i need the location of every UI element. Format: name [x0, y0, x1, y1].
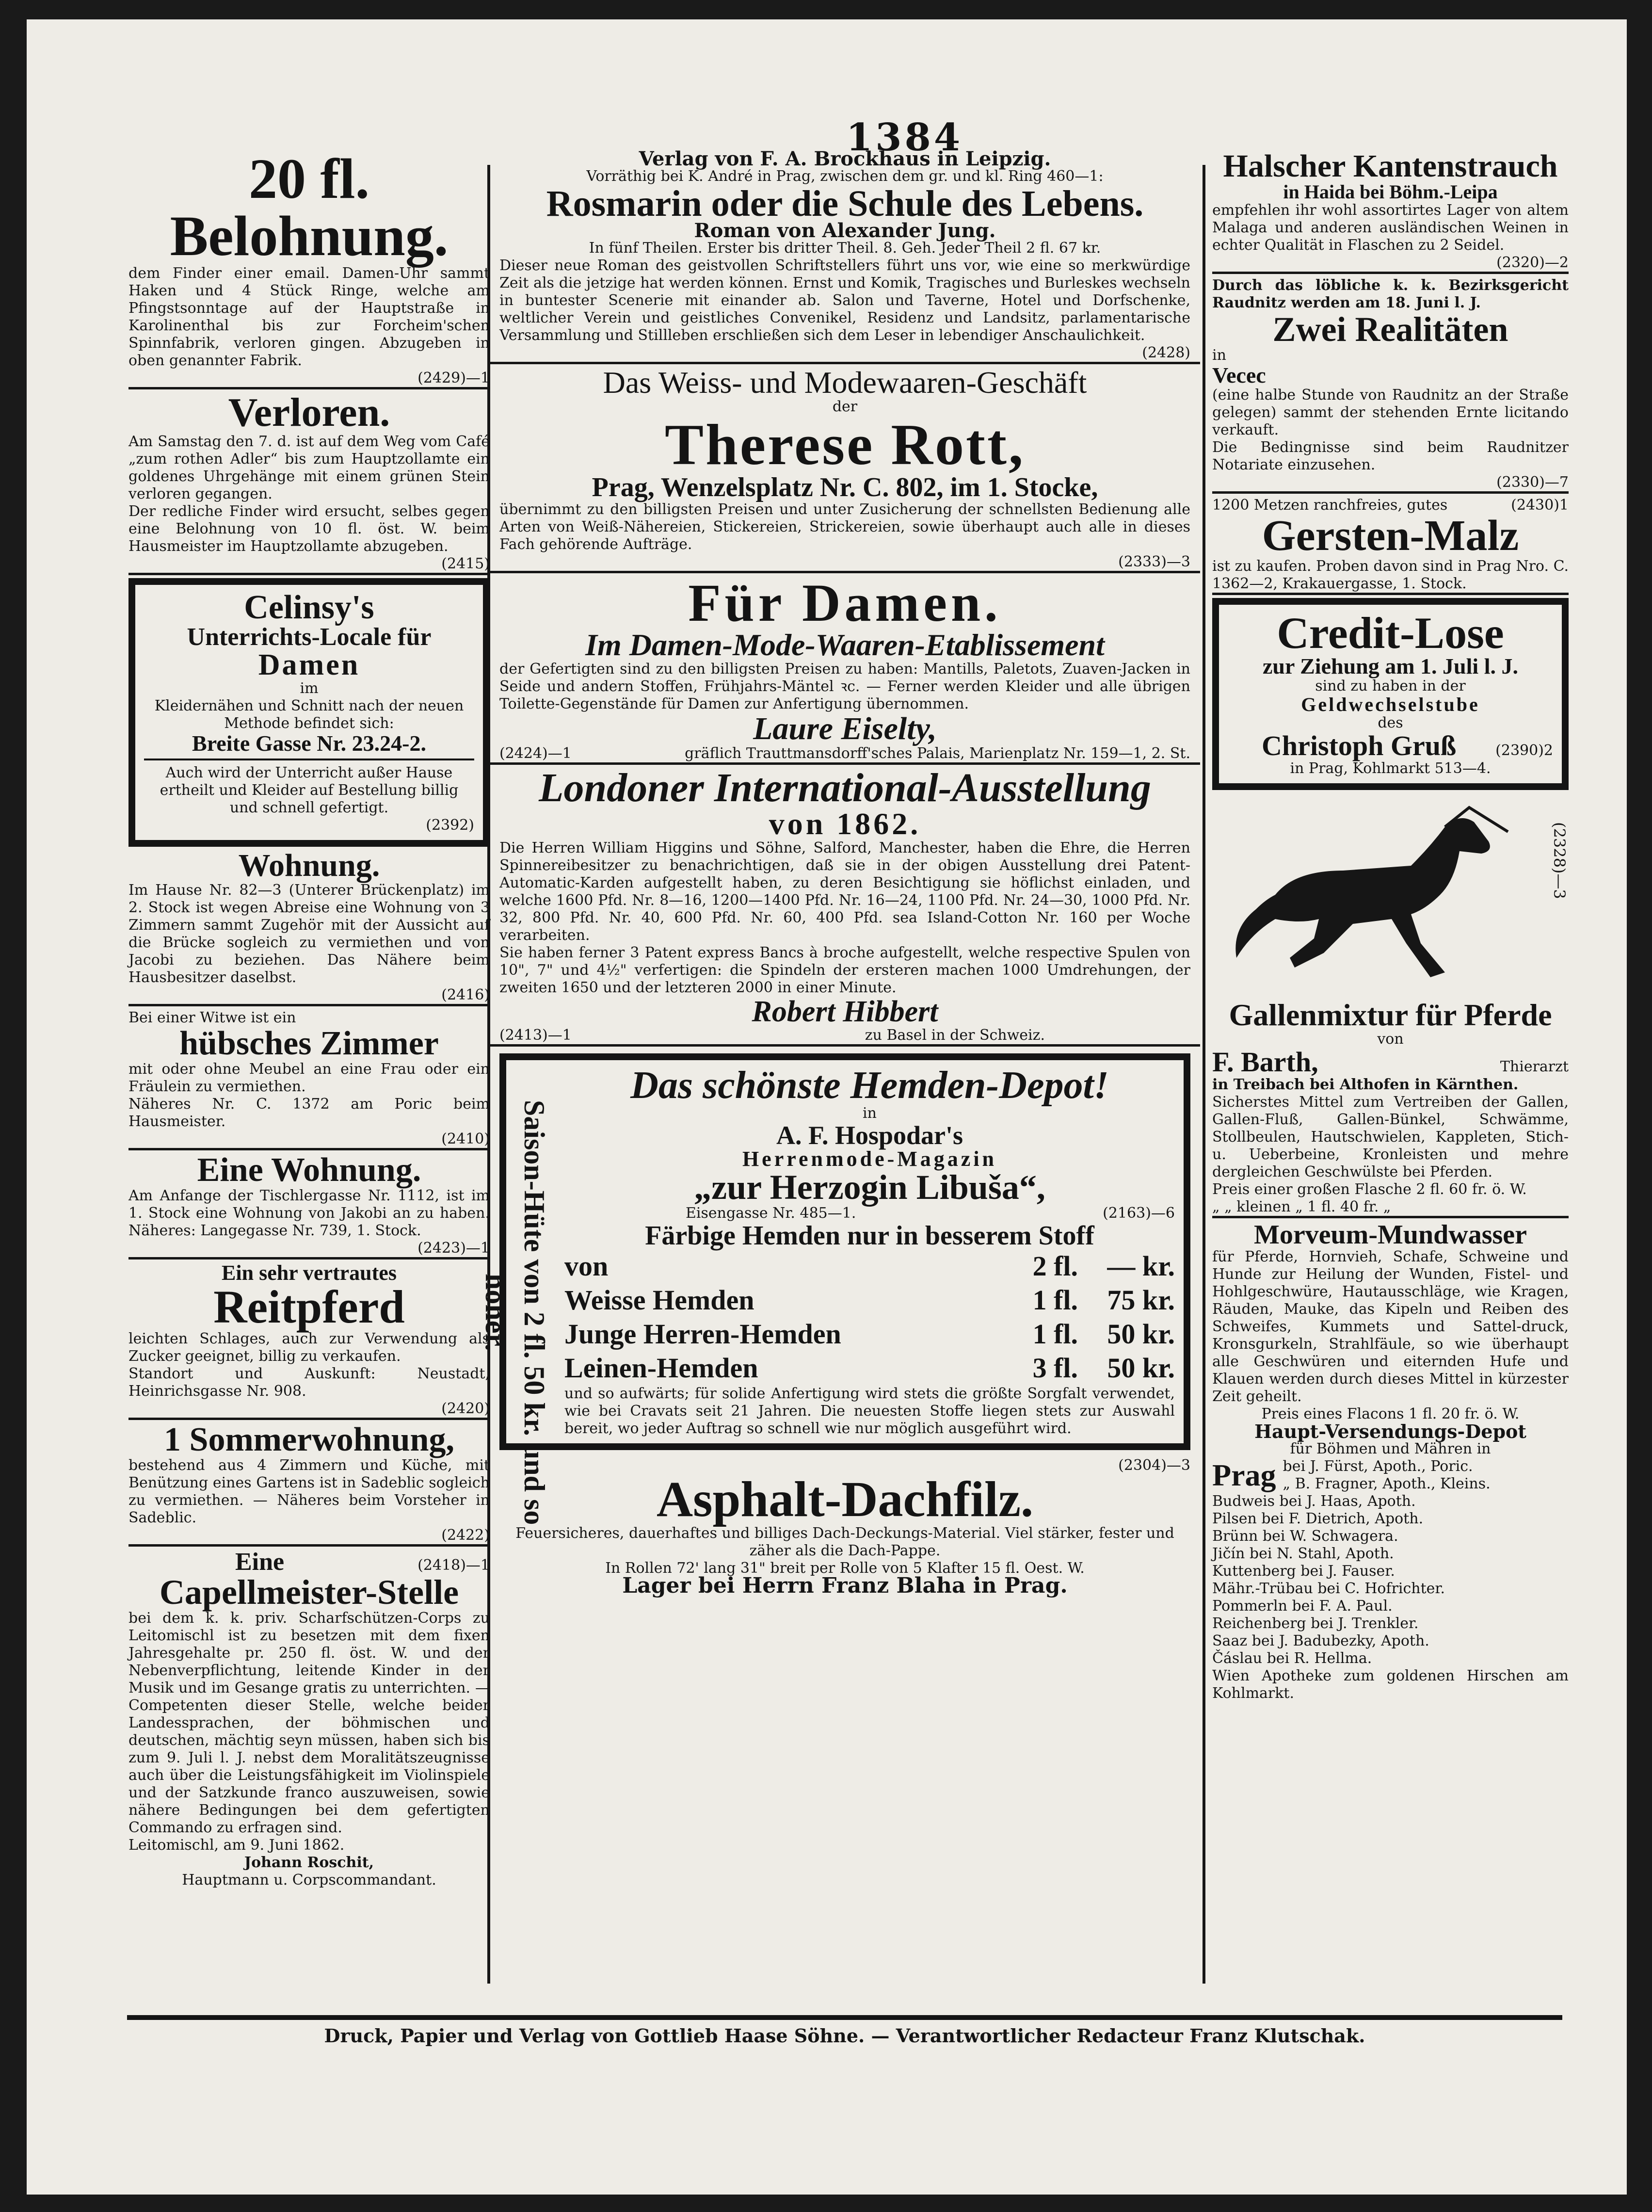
ad-body: (eine halbe Stunde von Raudnitz an der Straße gelegen) sammt der stehenden Ernte licitando verkauft. [1212, 387, 1569, 438]
ad-price: Preis einer großen Flasche 2 fl. 60 fr. ö. W. [1212, 1181, 1527, 1198]
price-item: von [564, 1250, 609, 1282]
ad-body: Die Bedingnisse sind beim Raudnitzer Notariate einzusehen. [1212, 439, 1569, 473]
agent-list-item: Pilsen bei F. Dietrich, Apoth. [1212, 1510, 1424, 1527]
ad-number: (2390)2 [1495, 742, 1553, 759]
ad-body: mit oder ohne Meubel an eine Frau oder ein Fräulein zu vermiethen. [128, 1061, 490, 1095]
horse-icon [1217, 798, 1518, 992]
page-number: 1384 [846, 115, 963, 160]
ad-number: (2320)—2 [1496, 254, 1569, 271]
ad-body: dem Finder einer email. Damen-Uhr sammt Haken und 4 Stück Ringe, welche am Pfingstsonntage auf der Hauptstraße in Karolinenthal bis zur Forcheim'schen Spinnfabrik, verloren gingen. Abzugeben in oben genannter Fabrik. [128, 265, 490, 369]
ad-pretitle: Ein sehr vertrautes [222, 1261, 397, 1285]
price-list [564, 1249, 1175, 1385]
ad-agent: bei J. Fürst, Apoth., Poric. [1283, 1458, 1473, 1475]
agent-list-item: Wien Apotheke zum goldenen Hirschen am Kohlmarkt. [1212, 1667, 1569, 1702]
ad-number: (2304)—3 [1118, 1457, 1190, 1474]
ad-body: Die Herren William Higgins und Söhne, Salford, Manchester, haben die Ehre, die Herren Spinnereibesitzer zu benachrichtigen, daß sie in der obigen Ausstellung drei Patent-Automatic-Karden aufgestellt haben, zu deren Besichtigung sie höflichst einladen, und welche 1600 Pfd. Nr. 8—16, 1200—1400 Pfd. Nr. 16—24, 1100 Pfd. Nr. 24—30, 1000 Pfd. Nr. 32, 800 Pfd. Nr. 40, 600 Pfd. Nr. 60, 400 Pfd. sea Island-Cotton Nr. 160 per Woche verarbeiten. [499, 840, 1190, 944]
price-row [564, 1249, 1175, 1283]
agent-list-item: Brünn bei W. Schwagera. [1212, 1528, 1398, 1545]
ad-body: Näheres Nr. C. 1372 am Poric beim Hausmeister. [128, 1096, 490, 1130]
ad-malt [1212, 497, 1569, 595]
ad-title: Verloren. [228, 390, 390, 435]
ad-number: (2328)—3 [1550, 822, 1569, 899]
ad-number: (2428) [1142, 344, 1190, 361]
imprint-footer: Druck, Papier und Verlag von Gottlieb Haase Söhne. — Verantwortlicher Redacteur Franz Klutschak. [127, 2015, 1562, 2047]
ad-role: Thierarzt [1500, 1058, 1569, 1075]
ad-price: Preis eines Flacons 1 fl. 20 fr. ö. W. [1261, 1405, 1520, 1422]
price-kr: 50 kr. [1107, 1318, 1175, 1350]
column-rule [1203, 165, 1205, 1984]
ad-title: 1 Sommerwohnung, [164, 1421, 454, 1458]
ad-body: Im Hause Nr. 82—3 (Unterer Brückenplatz) im 2. Stock ist wegen Abreise eine Wohnung von 3 Zimmern sammt Zugehör mit der Aussicht auf die Brücke sogleich zu vermiethen und von Jacobi zu beziehen. Das Nähere beim Hausbesitzer daselbst. [128, 882, 490, 986]
ad-place: Vecec [1212, 363, 1266, 388]
price-row [564, 1283, 1175, 1317]
ad-gall-mixture [1212, 1000, 1569, 1218]
price-fl: 1 fl. [1032, 1318, 1078, 1350]
ad-therese-rott [490, 367, 1200, 573]
ad-body: Der redliche Finder wird ersucht, selbes gegen eine Belohnung von 10 fl. öst. W. beim Hausmeister im Hauptzollamte abzugeben. [128, 503, 490, 555]
ad-bandmaster [128, 1550, 490, 1889]
ad-credit-lots [1212, 598, 1569, 790]
ad-title: Credit-Lose [1277, 608, 1504, 658]
ad-address: Eisengasse Nr. 485—1. [686, 1205, 856, 1222]
ad-number: (2333)—3 [1118, 553, 1190, 570]
ad-number: (2392) [426, 817, 474, 834]
ad-title: Halscher Kantenstrauch [1223, 148, 1558, 184]
ad-number: (2424)—1 [499, 745, 572, 762]
ad-place: zu Basel in der Schweiz. [865, 1027, 1045, 1044]
ad-wine [1212, 150, 1569, 274]
agent-list-item: Saaz bei J. Badubezky, Apoth. [1212, 1632, 1429, 1649]
price-item: Junge Herren-Hemden [564, 1318, 841, 1350]
ad-publisher: Verlag von F. A. Brockhaus in Leipzig. [639, 147, 1051, 170]
ad-number: (2163)—6 [1103, 1205, 1175, 1222]
ad-name: Laure Eiselty, [753, 711, 937, 746]
ad-title: Celinsy's [244, 589, 374, 626]
column-right [1212, 150, 1569, 1705]
ad-body: Feuersicheres, dauerhaftes und billiges Dach-Deckungs-Material. Viel stärker, fester und zäher als die Dach-Pappe. [515, 1525, 1174, 1559]
ad-body: Am Samstag den 7. d. ist auf dem Weg vom Café „zum rothen Adler“ bis zum Hauptzollamte ein goldenes Uhrgehänge mit einem grünen Stein verloren gegangen. [128, 433, 490, 502]
ad-number: (2418)—1 [417, 1557, 490, 1574]
ad-title: hübsches Zimmer [179, 1025, 439, 1062]
ad-line: Färbige Hemden nur in besserem Stoff [645, 1221, 1094, 1251]
ad-name: „zur Herzogin Libuša“, [694, 1168, 1045, 1207]
ad-summer-apartment [128, 1423, 490, 1547]
ad-number: (2429)—1 [417, 370, 490, 387]
ad-title: Gersten-Malz [1262, 512, 1519, 560]
ad-number: (2415) [441, 555, 490, 572]
ad-number: (2413)—1 [499, 1027, 572, 1044]
ad-body: Am Anfange der Tischlergasse Nr. 1112, ist im 1. Stock eine Wohnung von Jakobi an zu haben. Näheres: Langegasse Nr. 739, 1. Stock. [128, 1187, 490, 1239]
ad-place: Geldwechselstube [1301, 694, 1480, 715]
agent-list-item: Čáslau bei R. Hellma. [1212, 1650, 1372, 1667]
agent-list-item: Budweis bei J. Haas, Apoth. [1212, 1493, 1416, 1510]
ad-text: von [1377, 1031, 1404, 1048]
price-row [564, 1317, 1175, 1351]
ad-asphalt [490, 1457, 1200, 1598]
ad-text: im [300, 680, 319, 697]
ad-number: (2420) [441, 1400, 490, 1417]
ad-body: übernimmt zu den billigsten Preisen und unter Zusicherung der schnellsten Bedienung alle Arten von Weiß-Nähereien, Stickereien, Strickereien, sowie überhaupt auch alle in dieses Fach gehörende Aufträge. [499, 501, 1190, 553]
ad-body: Auch wird der Unterricht außer Hause ertheilt und Kleider auf Bestellung billig und schnell gefertigt. [160, 764, 459, 816]
ad-exhibition [490, 765, 1200, 1047]
ad-body: Lager bei Herrn Franz Blaha in Prag. [622, 1573, 1068, 1598]
ad-body: sind zu haben in der [1315, 678, 1466, 694]
ad-text: Vorräthig bei K. André in Prag, zwischen dem gr. und kl. Ring 460—1: [586, 168, 1104, 185]
ad-subtitle: Damen [258, 648, 360, 681]
ad-horse [128, 1262, 490, 1420]
ad-agent: „ B. Fragner, Apoth., Kleins. [1283, 1475, 1491, 1492]
ad-fashion [490, 573, 1200, 765]
ad-lost [128, 392, 490, 575]
column-left [128, 147, 490, 1892]
ad-title: Asphalt-Dachfilz. [656, 1471, 1034, 1527]
ad-name: Christoph Gruß [1262, 730, 1457, 761]
price-kr: 75 kr. [1107, 1284, 1175, 1316]
ad-address: Breite Gasse Nr. 23.24-2. [192, 731, 426, 756]
ad-address: in Prag, Kohlmarkt 513—4. [1290, 760, 1491, 777]
agent-list-item: Mähr.-Trübau bei C. Hofrichter. [1212, 1580, 1445, 1597]
ad-number: (2330)—7 [1496, 474, 1569, 491]
ad-text: in [863, 1105, 877, 1122]
ad-subtitle: Roman von Alexander Jung. [694, 219, 996, 242]
ad-pretitle: Bei einer Witwe ist ein [128, 1009, 296, 1026]
ad-mouthwash [1212, 1221, 1569, 1702]
ad-title: Wohnung. [238, 848, 380, 883]
ad-body: In Rollen 72' lang 31" breit per Rolle von 5 Klafter 15 fl. Oest. W. [605, 1560, 1085, 1577]
ad-room [128, 1009, 490, 1150]
price-fl: 3 fl. [1032, 1352, 1078, 1384]
ad-number: (2422) [441, 1527, 490, 1544]
ad-body: Kleidernähen und Schnitt nach der neuen Methode befindet sich: [154, 697, 464, 732]
ad-subtitle: zur Ziehung am 1. Juli l. J. [1263, 654, 1518, 678]
ad-signature: Hauptmann u. Corpscommandant. [182, 1872, 436, 1889]
ad-subtitle: Unterrichts-Locale für [187, 623, 432, 651]
ad-body: Durch das löbliche k. k. Bezirksgericht Raudnitz werden am 18. Juni l. J. [1212, 277, 1569, 311]
ad-subtitle: Im Damen-Mode-Waaren-Etablissement [585, 628, 1105, 662]
ad-body: leichten Schlages, auch zur Verwendung als Zucker geeignet, billig zu verkaufen. [128, 1330, 490, 1365]
price-kr: 50 kr. [1107, 1352, 1175, 1384]
price-fl: 2 fl. [1032, 1250, 1078, 1282]
price-item: Weisse Hemden [564, 1284, 754, 1316]
ad-apartment-2 [128, 1153, 490, 1259]
ad-pretitle: Eine [235, 1548, 285, 1576]
ad-subtitle: Herrenmode-Magazin [742, 1147, 997, 1171]
agent-list-item: Pommerln bei F. A. Paul. [1212, 1598, 1393, 1615]
ad-sidebar-text: Saison-Hüte von 2 fl. 50 kr. und so höher. [480, 1099, 550, 1525]
ad-title: Gallenmixtur für Pferde [1229, 998, 1552, 1032]
ad-text: des [1378, 714, 1403, 731]
ad-title: Londoner International-Ausstellung [539, 765, 1151, 810]
ad-pretitle: 1200 Metzen ranchfreies, gutes [1212, 497, 1448, 514]
ad-celinsy [128, 578, 490, 847]
ad-body: Dieser neue Roman des geistvollen Schriftstellers führt uns vor, wie eine so merkwürdige Zeit als die jetzige hat werden können. Ernst und Komik, Tragisches und Burleskes wechseln in buntester Scenerie mit einander ab. Salon und Taverne, Hotel und Dorfschenke, weltlicher Verein und geistliches Convenikel, Residenz und Landsitz, parlamentarische Versammlung und Stillleben erschließen sich dem Leser in lebendiger Anschaulichkeit. [499, 257, 1190, 344]
ad-place: in Treibach bei Althofen in Kärnthen. [1212, 1076, 1519, 1093]
ad-subtitle: von 1862. [769, 807, 921, 841]
ad-name: Therese Rott, [665, 412, 1025, 477]
ad-title: Zwei Realitäten [1272, 310, 1508, 349]
ad-number: (2430)1 [1511, 497, 1569, 514]
ad-name: F. Barth, [1212, 1046, 1318, 1078]
agent-list [1212, 1493, 1569, 1702]
ad-reward [128, 147, 490, 389]
ad-body: Sie haben ferner 3 Patent express Bancs à broche aufgestellt, welche respective Spulen von 10", 7" und 4½" verfertigen: die Spindeln der ersteren machen 1000 Umdrehungen, der zweiten 1650 und der letzteren 2000 in einer Minute. [499, 944, 1190, 996]
ad-signature: Johann Roschit, [244, 1854, 374, 1871]
column-center [480, 147, 1200, 1598]
price-kr: — kr. [1107, 1250, 1175, 1282]
ad-title: Eine Wohnung. [197, 1151, 421, 1189]
ad-title: Für Damen. [688, 573, 1002, 632]
ad-firm: A. F. Hospodar's [776, 1121, 963, 1150]
ad-name: Robert Hibbert [752, 995, 938, 1028]
ad-title: Capellmeister-Stelle [159, 1573, 459, 1612]
ad-title: Das schönste Hemden-Depot! [630, 1064, 1109, 1107]
ad-body: der Gefertigten sind zu den billigsten Preisen zu haben: Mantills, Paletots, Zuaven-Jacken in Seide und andern Stoffen, Frühjahrs-Mäntel ꝛc. — Ferner werden Kleider und alle übrigen Toilette-Gegenstände für Damen zur Anfertigung übernommen. [499, 661, 1190, 712]
ad-body: für Pferde, Hornvieh, Schafe, Schweine und Hunde zur Heilung der Wunden, Fistel- und Hohlgeschwüre, Hautausschläge, wie Kragen, Räuden, Mauke, das Kipeln und Reiben des Schweifes, Kummets und Sattel-druck, Kronsgurkeln, Strahlfäule, so wie überhaupt alle Geschwüren und eiternden Hufe und Klauen werden durch dieses Mittel in kürzester Zeit geheilt. [1212, 1248, 1569, 1405]
ad-title: Das Weiss- und Modewaaren-Geschäft [603, 365, 1087, 400]
ad-title: Rosmarin oder die Schule des Lebens. [546, 183, 1144, 224]
ad-price: „ „ kleinen „ 1 fl. 40 fr. „ [1212, 1198, 1391, 1215]
ad-body: ist zu kaufen. Proben davon sind in Prag Nro. C. 1362—2, Krakauergasse, 1. Stock. [1212, 558, 1569, 592]
ad-depot: Haupt-Versendungs-Depot [1254, 1421, 1526, 1442]
ad-body: Sicherstes Mittel zum Vertreiben der Gallen, Gallen-Fluß, Gallen-Bünkel, Schwämme, Stollbeulen, Hautschwielen, Kappleten, Stich- u. Ueberbeine, Kronleisten und mehre dergleichen Geschwülste bei Pferden. [1212, 1094, 1569, 1180]
ad-city: Prag [1212, 1458, 1276, 1492]
divider [144, 759, 474, 760]
ad-body: bei dem k. k. priv. Scharfschützen-Corps zu Leitomischl ist zu besetzen mit dem fixen Jahresgehalte pr. 250 fl. öst. W. und der Nebenverpflichtung, leitende Kinder in der Musik und im Gesange gratis zu unterrichten. — Competenten dieser Stelle, welche beider Landessprachen, der böhmischen und deutschen, mächtig seyn müssen, haben sich bis zum 9. Juli l. J. nebst dem Moralitätszeugnisse auch über die Leistungsfähigkeit im Violinspiele und der Satzkunde franco auszuweisen, sowie nähere Bedingungen bei dem gefertigten Commando zu erfragen sind. [128, 1610, 490, 1836]
ad-body: und so aufwärts; für solide Anfertigung wird stets die größte Sorgfalt verwendet, wie bei Cravats seit 21 Jahren. Die neuesten Stoffe liegen stets zur Auswahl bereit, wo jeder Auftrag so schnell wie nur möglich ausgeführt wird. [564, 1385, 1175, 1437]
ad-book [490, 147, 1200, 364]
ad-title: Reitpferd [213, 1281, 405, 1333]
ad-number: (2423)—1 [417, 1240, 490, 1257]
agent-list-item: Kuttenberg bei J. Fauser. [1212, 1563, 1395, 1580]
ad-address: gräflich Trauttmansdorff'sches Palais, Marienplatz Nr. 159—1, 2. St. [685, 745, 1190, 762]
ad-address: Prag, Wenzelsplatz Nr. C. 802, im 1. Stocke, [592, 472, 1098, 502]
ad-number: (2410) [441, 1130, 490, 1147]
ad-date: Leitomischl, am 9. Juni 1862. [128, 1837, 345, 1854]
price-item: Leinen-Hemden [564, 1352, 758, 1384]
ad-text: In fünf Theilen. Erster bis dritter Theil. 8. Geh. Jeder Theil 2 fl. 67 kr. [589, 240, 1101, 257]
ad-text: für Böhmen und Mähren in [1290, 1440, 1491, 1457]
ad-text: der [832, 398, 858, 415]
ad-number: (2416) [441, 986, 490, 1003]
agent-list-item: Reichenberg bei J. Trenkler. [1212, 1615, 1419, 1632]
ad-apartment [128, 850, 490, 1006]
ad-body: bestehend aus 4 Zimmern und Küche, mit Benützung eines Gartens ist in Sadeblic sogleich zu vermiethen. — Näheres beim Vorsteher in Sadeblic. [128, 1457, 490, 1526]
ad-horse-illustration [1212, 793, 1569, 997]
price-fl: 1 fl. [1032, 1284, 1078, 1316]
ad-body: Standort und Auskunft: Neustadt, Heinrichsgasse Nr. 908. [128, 1365, 490, 1400]
agent-list-item: Jičín bei N. Stahl, Apoth. [1212, 1545, 1394, 1562]
price-row [564, 1351, 1175, 1385]
ad-text: in [1212, 347, 1226, 364]
ad-title: Morveum-Mundwasser [1253, 1220, 1527, 1250]
ad-body: empfehlen ihr wohl assortirtes Lager von altem Malaga und anderen ausländischen Weinen in echter Qualität in Flaschen zu 2 Seidel. [1212, 202, 1569, 254]
ad-title: 20 fl. Belohnung. [170, 147, 449, 268]
ad-realty [1212, 277, 1569, 494]
ad-subtitle: in Haida bei Böhm.-Leipa [1283, 181, 1498, 203]
